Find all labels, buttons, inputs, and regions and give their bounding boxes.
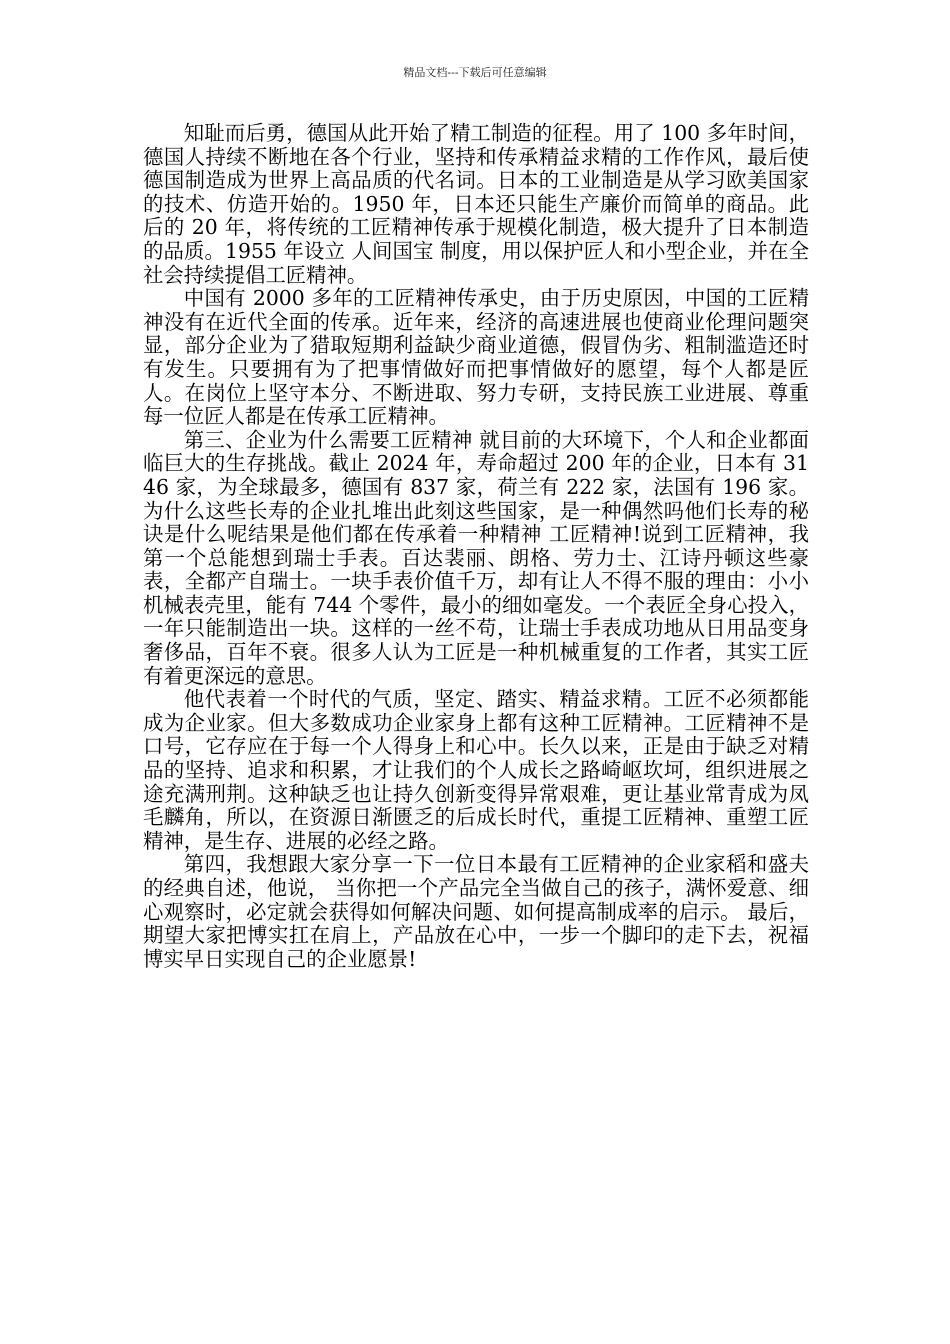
page-header: 精品文档---下载后可任意编辑 (403, 66, 547, 79)
paragraph-2: 中国有 2000 多年的工匠精神传承史，由于历史原因，中国的工匠精神没有在近代全面的传承。近年来，经济的高速进展也使商业伦理问题突显，部分企业为了猎取短期利益缺少商业道德，假冒伪劣、粗制滥造还时有发生。只要拥有为了把事情做好而把事情做好的愿望，每个人都是匠人。在岗位上坚守本分、不断进取、努力专研，支持民族工业进展、尊重每一位匠人都是在传承工匠精神。 (143, 286, 809, 429)
paragraph-3: 第三、企业为什么需要工匠精神 就目前的大环境下，个人和企业都面临巨大的生存挑战。截止 2024 年，寿命超过 200 年的企业，日本有 3146 家，为全球最多，德国有 837 家，荷兰有 222 家，法国有 196 家。为什么这些长寿的企业扎堆出此刻这些国家，是一种偶然吗他们长寿的秘诀是什么呢结果是他们都在传承着一种精神 工匠精神!说到工匠精神，我第一个总能想到瑞士手表。百达裴丽、朗格、劳力士、江诗丹顿这些豪表，全都产自瑞士。一块手表价值千万，却有让人不得不服的理由：小小机械表壳里，能有 744 个零件，最小的细如毫发。一个表匠全身心投入，一年只能制造出一块。这样的一丝不苟，让瑞士手表成功地从日用品变身奢侈品，百年不衰。很多人认为工匠是一种机械重复的工作者，其实工匠有着更深远的意思。 (143, 427, 809, 688)
paragraph-1: 知耻而后勇，德国从此开始了精工制造的征程。用了 100 多年时间，德国人持续不断地在各个行业，坚持和传承精益求精的工作作风，最后使德国制造成为世界上高品质的代名词。日本的工业制造是从学习欧美国家的技术、仿造开始的。1950 年，日本还只能生产廉价而简单的商品。此后的 20 年，将传统的工匠精神传承于规模化制造，极大提升了日本制造的品质。1955 年设立 人间国宝 制度，用以保护匠人和小型企业，并在全社会持续提倡工匠精神。 (143, 121, 809, 287)
document-body (143, 122, 809, 971)
paragraph-5: 第四，我想跟大家分享一下一位日本最有工匠精神的企业家稻和盛夫的经典自述，他说， 当你把一个产品完全当做自己的孩子，满怀爱意、细心观察时，必定就会获得如何解决问题、如何提高制成率的启示。 最后，期望大家把博实扛在肩上，产品放在心中，一步一个脚印的走下去，祝福博实早日实现自己的企业愿景! (143, 852, 809, 971)
paragraph-4: 他代表着一个时代的气质，坚定、踏实、精益求精。工匠不必须都能成为企业家。但大多数成功企业家身上都有这种工匠精神。工匠精神不是口号，它存应在于每一个人得身上和心中。长久以来，正是由于缺乏对精品的坚持、追求和积累，才让我们的个人成长之路崎岖坎坷，组织进展之途充满刑荆。这种缺乏也让持久创新变得异常艰难，更让基业常青成为凤毛麟角，所以，在资源日渐匮乏的后成长时代，重提工匠精神、重塑工匠精神，是生存、进展的必经之路。 (143, 687, 809, 853)
